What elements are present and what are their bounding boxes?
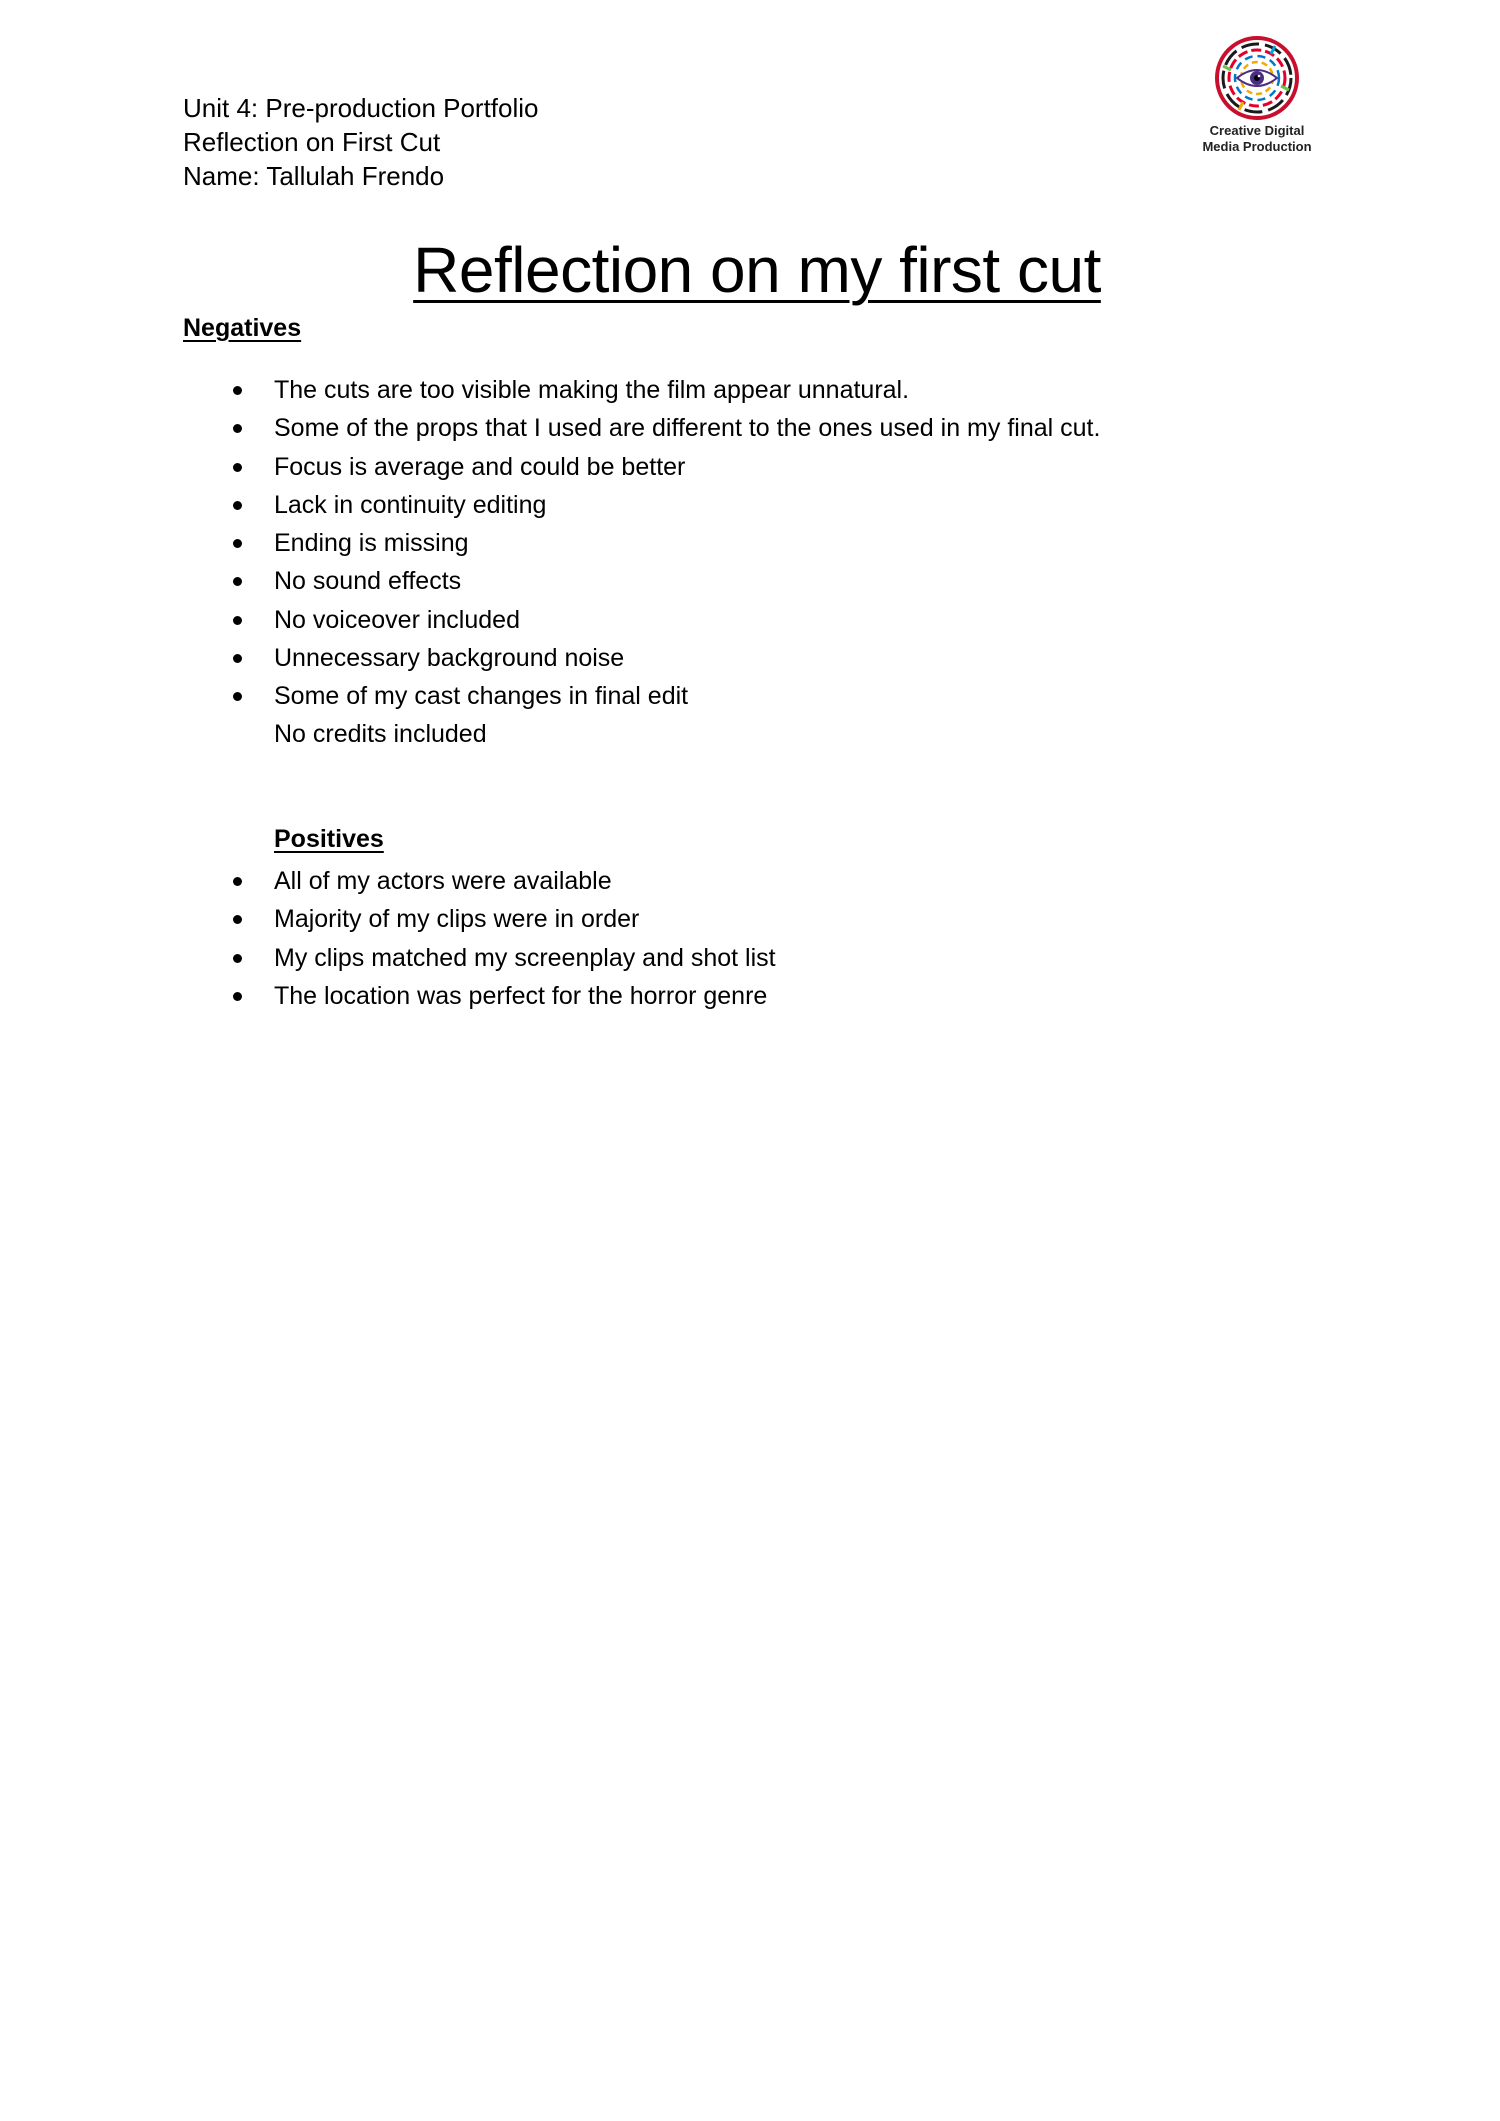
bullet-icon: [233, 539, 242, 548]
bullet-icon: [233, 915, 242, 924]
bullet-icon: [233, 424, 242, 433]
course-logo: [1192, 36, 1322, 155]
bullet-icon: [233, 654, 242, 663]
list-item: My clips matched my screenplay and shot list: [0, 939, 776, 977]
list-item: The cuts are too visible making the film appear unnatural.: [0, 371, 1100, 409]
bullet-icon: [233, 386, 242, 395]
bullet-icon: [233, 692, 242, 701]
negatives-extra-line: No credits included: [274, 720, 487, 748]
bullet-icon: [233, 992, 242, 1001]
bullet-icon: [233, 954, 242, 963]
positives-list: [0, 862, 776, 1015]
list-item: No voiceover included: [0, 601, 1100, 639]
logo-text-line-2: Media Production: [1202, 139, 1312, 154]
list-item: All of my actors were available: [0, 862, 776, 900]
bullet-icon: [233, 501, 242, 510]
list-item: Majority of my clips were in order: [0, 900, 776, 938]
list-item: Unnecessary background noise: [0, 639, 1100, 677]
student-name-line: Name: Tallulah Frendo: [183, 161, 445, 191]
document-header: [183, 91, 539, 193]
unit-line: Unit 4: Pre-production Portfolio: [183, 93, 539, 123]
bullet-icon: [233, 616, 242, 625]
list-item: Some of the props that I used are different to the ones used in my final cut.: [0, 409, 1100, 447]
negatives-list: [0, 371, 1100, 716]
page-title-text: Reflection on my first cut: [413, 234, 1101, 306]
list-item: No sound effects: [0, 562, 1100, 600]
logo-text-line-1: Creative Digital: [1209, 123, 1305, 138]
positives-heading: Positives: [274, 825, 384, 853]
list-item: Ending is missing: [0, 524, 1100, 562]
subtitle-line: Reflection on First Cut: [183, 127, 441, 157]
list-item: Some of my cast changes in final edit: [0, 677, 1100, 715]
bullet-icon: [233, 463, 242, 472]
bullet-icon: [233, 877, 242, 886]
bullet-icon: [233, 577, 242, 586]
eye-target-icon: [1215, 36, 1299, 120]
list-item: Focus is average and could be better: [0, 448, 1100, 486]
negatives-heading: Negatives: [183, 314, 302, 342]
page-title: [0, 232, 1500, 308]
list-item: Lack in continuity editing: [0, 486, 1100, 524]
list-item: The location was perfect for the horror genre: [0, 977, 776, 1015]
